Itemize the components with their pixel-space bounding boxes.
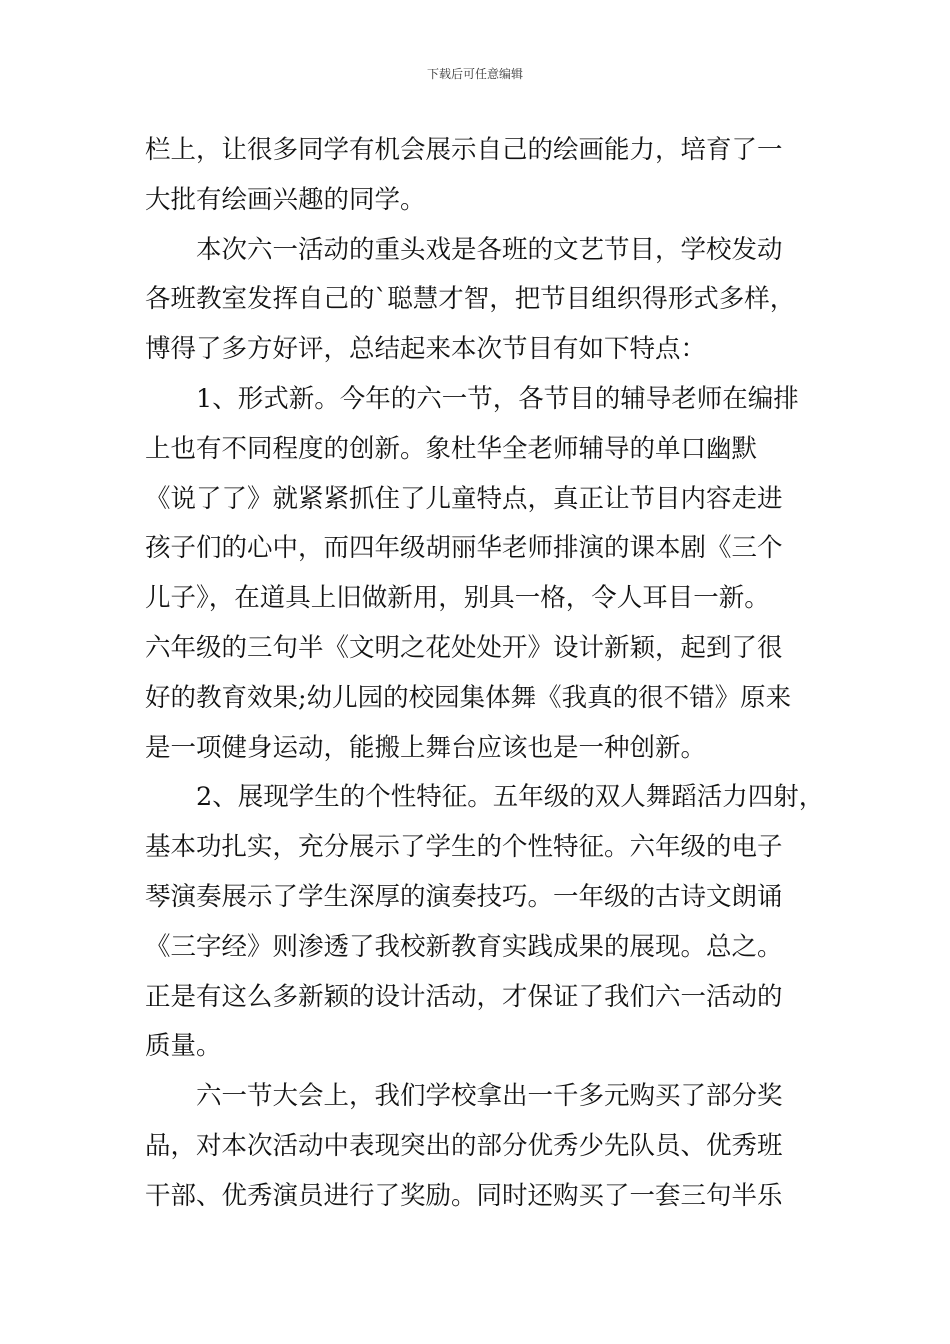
text-line: 正是有这么多新颖的设计活动，才保证了我们六一活动的: [145, 981, 783, 1012]
text-line: 各班教室发挥自己的`聪慧才智，把节目组织得形式多样，: [145, 284, 796, 315]
text-line: 《说了了》就紧紧抓住了儿童特点，真正让节目内容走进: [145, 483, 783, 514]
text-line: 好的教育效果;幼儿园的校园集体舞《我真的很不错》原来: [145, 682, 792, 713]
text-line: 博得了多方好评，总结起来本次节目有如下特点：: [145, 334, 707, 365]
text-line: 品，对本次活动中表现突出的部分优秀少先队员、优秀班: [145, 1130, 783, 1161]
text-line: 大批有绘画兴趣的同学。: [145, 184, 426, 215]
page-header: 下载后可任意编辑: [426, 67, 523, 81]
text-line: 儿子》，在道具上旧做新用，别具一格，令人耳目一新。: [145, 583, 770, 614]
text-line: 干部、优秀演员进行了奖励。同时还购买了一套三句半乐: [145, 1180, 783, 1211]
text-line: 本次六一活动的重头戏是各班的文艺节目，学校发动: [196, 234, 783, 265]
text-line: 六年级的三句半《文明之花处处开》设计新颖，起到了很: [145, 632, 783, 663]
text-line: 栏上，让很多同学有机会展示自己的绘画能力，培育了一: [145, 135, 783, 165]
text-line: 1、形式新。今年的六一节，各节目的辅导老师在编排: [196, 383, 799, 414]
text-line: 2、展现学生的个性特征。五年级的双人舞蹈活力四射，: [196, 782, 825, 813]
text-line: 琴演奏展示了学生深厚的演奏技巧。一年级的古诗文朗诵: [145, 881, 783, 912]
text-line: 《三字经》则渗透了我校新教育实践成果的展现。总之。: [145, 931, 783, 962]
text-line: 六一节大会上，我们学校拿出一千多元购买了部分奖: [196, 1081, 783, 1112]
text-line: 孩子们的心中，而四年级胡丽华老师排演的课本剧《三个: [145, 533, 783, 564]
text-line: 基本功扎实，充分展示了学生的个性特征。六年级的电子: [145, 832, 783, 863]
text-line: 上也有不同程度的创新。象杜华全老师辅导的单口幽默: [145, 433, 758, 464]
text-line: 是一项健身运动，能搬上舞台应该也是一种创新。: [145, 732, 707, 763]
body-text: [145, 126, 825, 1222]
text-line: 质量。: [145, 1031, 222, 1062]
